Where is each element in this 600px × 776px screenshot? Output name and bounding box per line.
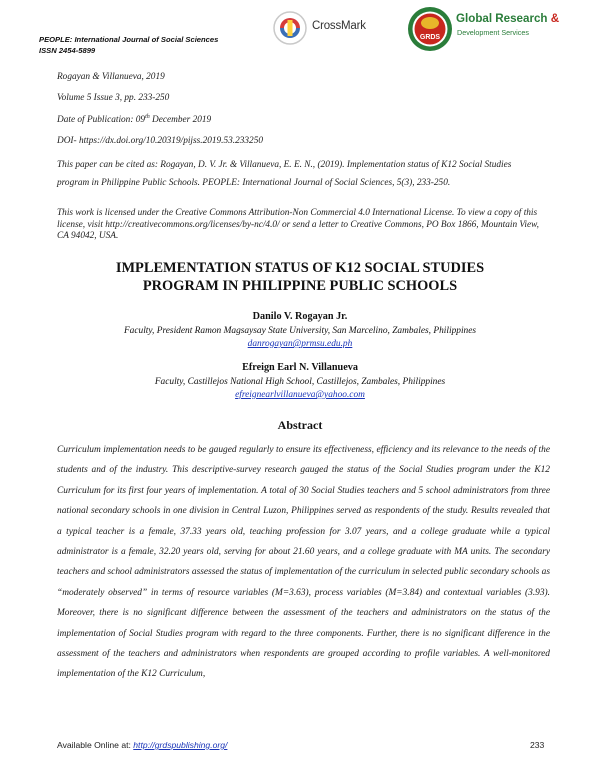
author-2-email[interactable]	[40, 390, 560, 400]
publication-date: Date of Publication: 09th December 2019	[57, 114, 212, 126]
author-2-affiliation: Faculty, Castillejos National High School, Castillejos, Zambales, Philippines	[154, 377, 446, 387]
journal-name: PEOPLE: International Journal of Social Sciences	[39, 35, 219, 44]
author-2-email-link[interactable]: efreignearlvillanueva@yahoo.com	[235, 390, 365, 400]
paper-title-line-1: IMPLEMENTATION STATUS OF K12 SOCIAL STUDIES	[115, 260, 485, 276]
abstract-body: Curriculum implementation needs to be gauged regularly to ensure its effectiveness, efficiency and its relevance to the needs of the students and of the industry. This descriptive-survey research gauged the status of the Social Studies program under the K12 Curriculum for its first four years of implementation. A total of 30 Social Studies teachers and 5 school administrators from three national secondary schools in one division in Central Luzon, Philippines served as respondents of the study. Results revealed that a typical teacher is a female, 37.33 years old, teaching profession for 3.07 years, and a college graduate while a typical administrator is a female, 32.20 years old, serving for about 21.60 years, and a college graduate with MA units. The secondary teachers and school administrators assessed the status of implementation of the curriculum in selected public secondary schools as “moderately observed” in terms of resource variables (M=3.63), process variables (M=3.84) and contextual variables (3.93). Moreover, there is no significant difference between the assessment of the teachers and administrators on the status of the implementation of Social Studies program with regard to the three components. Further, there is no significant difference in the assessment of the teachers and administrators when respondents are grouped according to profile variables. A well-monitored implementation of the K12 Curriculum,	[57, 445, 550, 680]
doi[interactable]: DOI- https://dx.doi.org/10.20319/pijss.2019.53.233250	[57, 136, 263, 146]
journal-header	[39, 34, 218, 56]
crossmark-label: CrossMark	[312, 20, 366, 32]
paper-title	[40, 259, 560, 295]
authors-year: Rogayan & Villanueva, 2019	[57, 72, 165, 82]
page-number: 233	[530, 740, 545, 750]
author-1-name: Danilo V. Rogayan Jr.	[252, 311, 348, 322]
grds-logo-text: GRDS	[419, 34, 441, 41]
footer-url-link[interactable]: http://grdspublishing.org/	[133, 740, 228, 750]
abstract-heading: Abstract	[277, 418, 323, 432]
volume-info: Volume 5 Issue 3, pp. 233-250	[57, 93, 170, 103]
grds-logo-icon	[407, 6, 453, 52]
author-1-email-link[interactable]: danrogayan@prmsu.edu.ph	[247, 339, 353, 349]
author-2-name: Efreign Earl N. Villanueva	[242, 362, 358, 373]
issn: ISSN 2454-5899	[39, 46, 96, 55]
publisher-name: Global Research &	[456, 12, 560, 25]
author-1-affiliation: Faculty, President Ramon Magsaysay State University, San Marcelino, Zambales, Philippines	[123, 326, 477, 336]
footer-availability: Available Online at: http://grdspublishing.org/	[57, 740, 228, 750]
citation-text: This paper can be cited as: Rogayan, D. V. Jr. & Villanueva, E. E. N., (2019). Implementation status of K12 Social Studies program in Philippine Public Schools. PEOPLE: International Journal of Social Sciences, 5(3), 233-250.	[57, 160, 512, 188]
publisher-subtitle: Development Services	[457, 28, 529, 37]
crossmark-icon	[272, 8, 312, 48]
author-1-email[interactable]	[40, 339, 560, 349]
paper-title-line-2: PROGRAM IN PHILIPPINE PUBLIC SCHOOLS	[142, 278, 458, 294]
license-text: This work is licensed under the Creative Commons Attribution-Non Commercial 4.0 International License. To view a copy of this license, visit http://creativecommons.org/licenses/by-nc/4.0/ or send a letter to Creative Commons, PO Box 1866, Mountain View, CA 94042, USA.	[57, 208, 539, 241]
